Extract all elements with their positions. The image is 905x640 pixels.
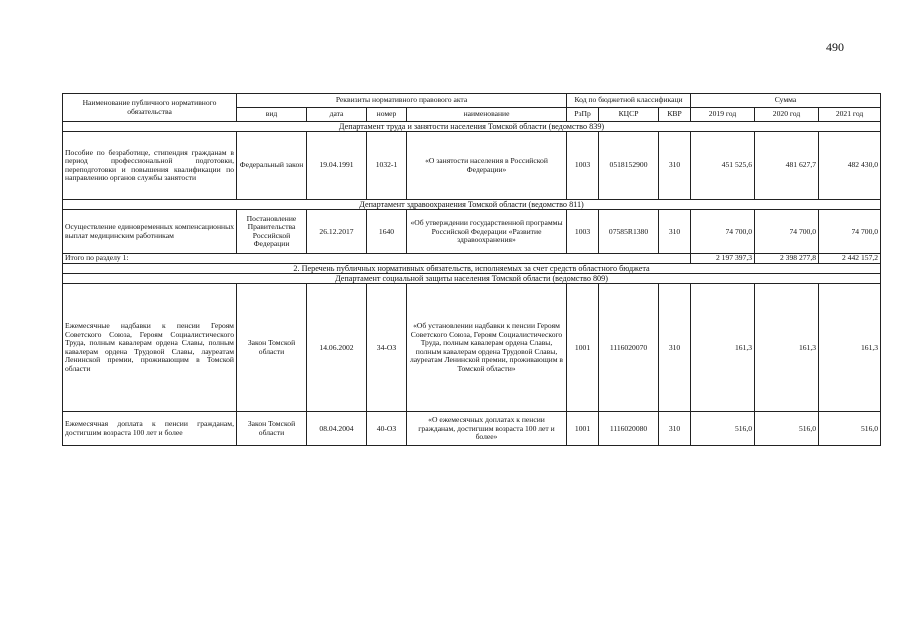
row-act-name: «Об установлении надбавки к пенсии Героям Советского Союза, Героям Социалистического Труда, полным кавалерам ордена Славы, полным кавалерам ордена Трудовой Славы, лауреатам Ленинской премии, проживающим в Томской области» xyxy=(407,284,567,412)
row-act-name: «Об утверждении государственной программы Российской Федерации «Развитие здравоохранения» xyxy=(407,210,567,254)
header-name: наименование xyxy=(407,108,567,122)
table-row xyxy=(63,412,881,446)
row-rzpr: 1001 xyxy=(567,284,599,412)
header-number: номер xyxy=(367,108,407,122)
row-act-number: 40-ОЗ xyxy=(367,412,407,446)
row-obligation: Ежемесячные надбавки к пенсии Героям Советского Союза, Героям Социалистического Труда, полным кавалерам ордена Славы, полным кавалерам ордена Трудовой Славы, лауреатам Ленинской премии, проживающим в Томской области xyxy=(63,284,237,412)
header-obligation-name: Наименование публичного нормативного обязательства xyxy=(63,94,237,122)
row-sum-2020: 481 627,7 xyxy=(755,132,819,200)
header-year-2020: 2020 год xyxy=(755,108,819,122)
row-act-number: 1640 xyxy=(367,210,407,254)
row-obligation: Осуществление единовременных компенсационных выплат медицинским работникам xyxy=(63,210,237,254)
row-act-number: 1032-1 xyxy=(367,132,407,200)
page-number: 490 xyxy=(826,40,844,54)
row-rzpr: 1003 xyxy=(567,210,599,254)
total-sum-2020: 2 398 277,8 xyxy=(755,254,819,264)
row-act-type: Федеральный закон xyxy=(237,132,307,200)
row-sum-2021: 482 430,0 xyxy=(819,132,881,200)
row-sum-2020: 161,3 xyxy=(755,284,819,412)
header-requisites: Реквизиты нормативного правового акта xyxy=(237,94,567,108)
total-sum-2019: 2 197 397,3 xyxy=(691,254,755,264)
header-row-1 xyxy=(63,94,881,108)
row-sum-2019: 74 700,0 xyxy=(691,210,755,254)
row-kvr: 310 xyxy=(659,132,691,200)
row-act-date: 26.12.2017 xyxy=(307,210,367,254)
row-act-date: 08.04.2004 xyxy=(307,412,367,446)
row-sum-2021: 74 700,0 xyxy=(819,210,881,254)
header-sum: Сумма xyxy=(691,94,881,108)
dept-social-title: Департамент социальной защиты населения Томской области (ведомство 809) xyxy=(63,274,881,284)
header-kvr: КВР xyxy=(659,108,691,122)
row-act-type: Закон Томской области xyxy=(237,412,307,446)
row-sum-2020: 74 700,0 xyxy=(755,210,819,254)
dept-labor-title: Департамент труда и занятости населения Томской области (ведомство 839) xyxy=(63,122,881,132)
dept-social-row xyxy=(63,274,881,284)
section2-row xyxy=(63,263,881,273)
row-act-date: 14.06.2002 xyxy=(307,284,367,412)
dept-labor-row xyxy=(63,122,881,132)
total-label: Итого по разделу 1: xyxy=(63,254,691,264)
row-act-name: «О занятости населения в Российской Федерации» xyxy=(407,132,567,200)
row-kcsr: 1116020070 xyxy=(599,284,659,412)
header-rzpr: РзПр xyxy=(567,108,599,122)
row-sum-2020: 516,0 xyxy=(755,412,819,446)
row-sum-2021: 161,3 xyxy=(819,284,881,412)
row-kcsr: 1116020080 xyxy=(599,412,659,446)
row-obligation: Ежемесячная доплата к пенсии гражданам, достигшим возраста 100 лет и более xyxy=(63,412,237,446)
dept-health-title: Департамент здравоохранения Томской области (ведомство 811) xyxy=(63,200,881,210)
row-obligation: Пособие по безработице, стипендия гражданам в период профессиональной подготовки, переподготовки и повышения квалификации по направлению органов службы занятости xyxy=(63,132,237,200)
table-row xyxy=(63,132,881,200)
row-act-type: Постановление Правительства Российской Федерации xyxy=(237,210,307,254)
header-year-2021: 2021 год xyxy=(819,108,881,122)
dept-health-row xyxy=(63,200,881,210)
total-section1-row xyxy=(63,254,881,264)
table-row xyxy=(63,284,881,412)
row-kvr: 310 xyxy=(659,210,691,254)
row-act-number: 34-ОЗ xyxy=(367,284,407,412)
table-row xyxy=(63,210,881,254)
header-budget-code: Код по бюджетной классификаци xyxy=(567,94,691,108)
row-kvr: 310 xyxy=(659,284,691,412)
obligations-table xyxy=(62,93,881,446)
row-act-type: Закон Томской области xyxy=(237,284,307,412)
row-act-date: 19.04.1991 xyxy=(307,132,367,200)
total-sum-2021: 2 442 157,2 xyxy=(819,254,881,264)
row-kvr: 310 xyxy=(659,412,691,446)
row-rzpr: 1001 xyxy=(567,412,599,446)
header-date: дата xyxy=(307,108,367,122)
row-act-name: «О ежемесячных доплатах к пенсии гражданам, достигшим возраста 100 лет и более» xyxy=(407,412,567,446)
row-kcsr: 0518152900 xyxy=(599,132,659,200)
row-sum-2019: 516,0 xyxy=(691,412,755,446)
row-sum-2021: 516,0 xyxy=(819,412,881,446)
header-year-2019: 2019 год xyxy=(691,108,755,122)
header-kcsr: КЦСР xyxy=(599,108,659,122)
row-kcsr: 07585R1380 xyxy=(599,210,659,254)
row-sum-2019: 451 525,6 xyxy=(691,132,755,200)
row-sum-2019: 161,3 xyxy=(691,284,755,412)
section2-title: 2. Перечень публичных нормативных обязательств, исполняемых за счет средств областного бюджета xyxy=(63,263,881,273)
row-rzpr: 1003 xyxy=(567,132,599,200)
header-type: вид xyxy=(237,108,307,122)
